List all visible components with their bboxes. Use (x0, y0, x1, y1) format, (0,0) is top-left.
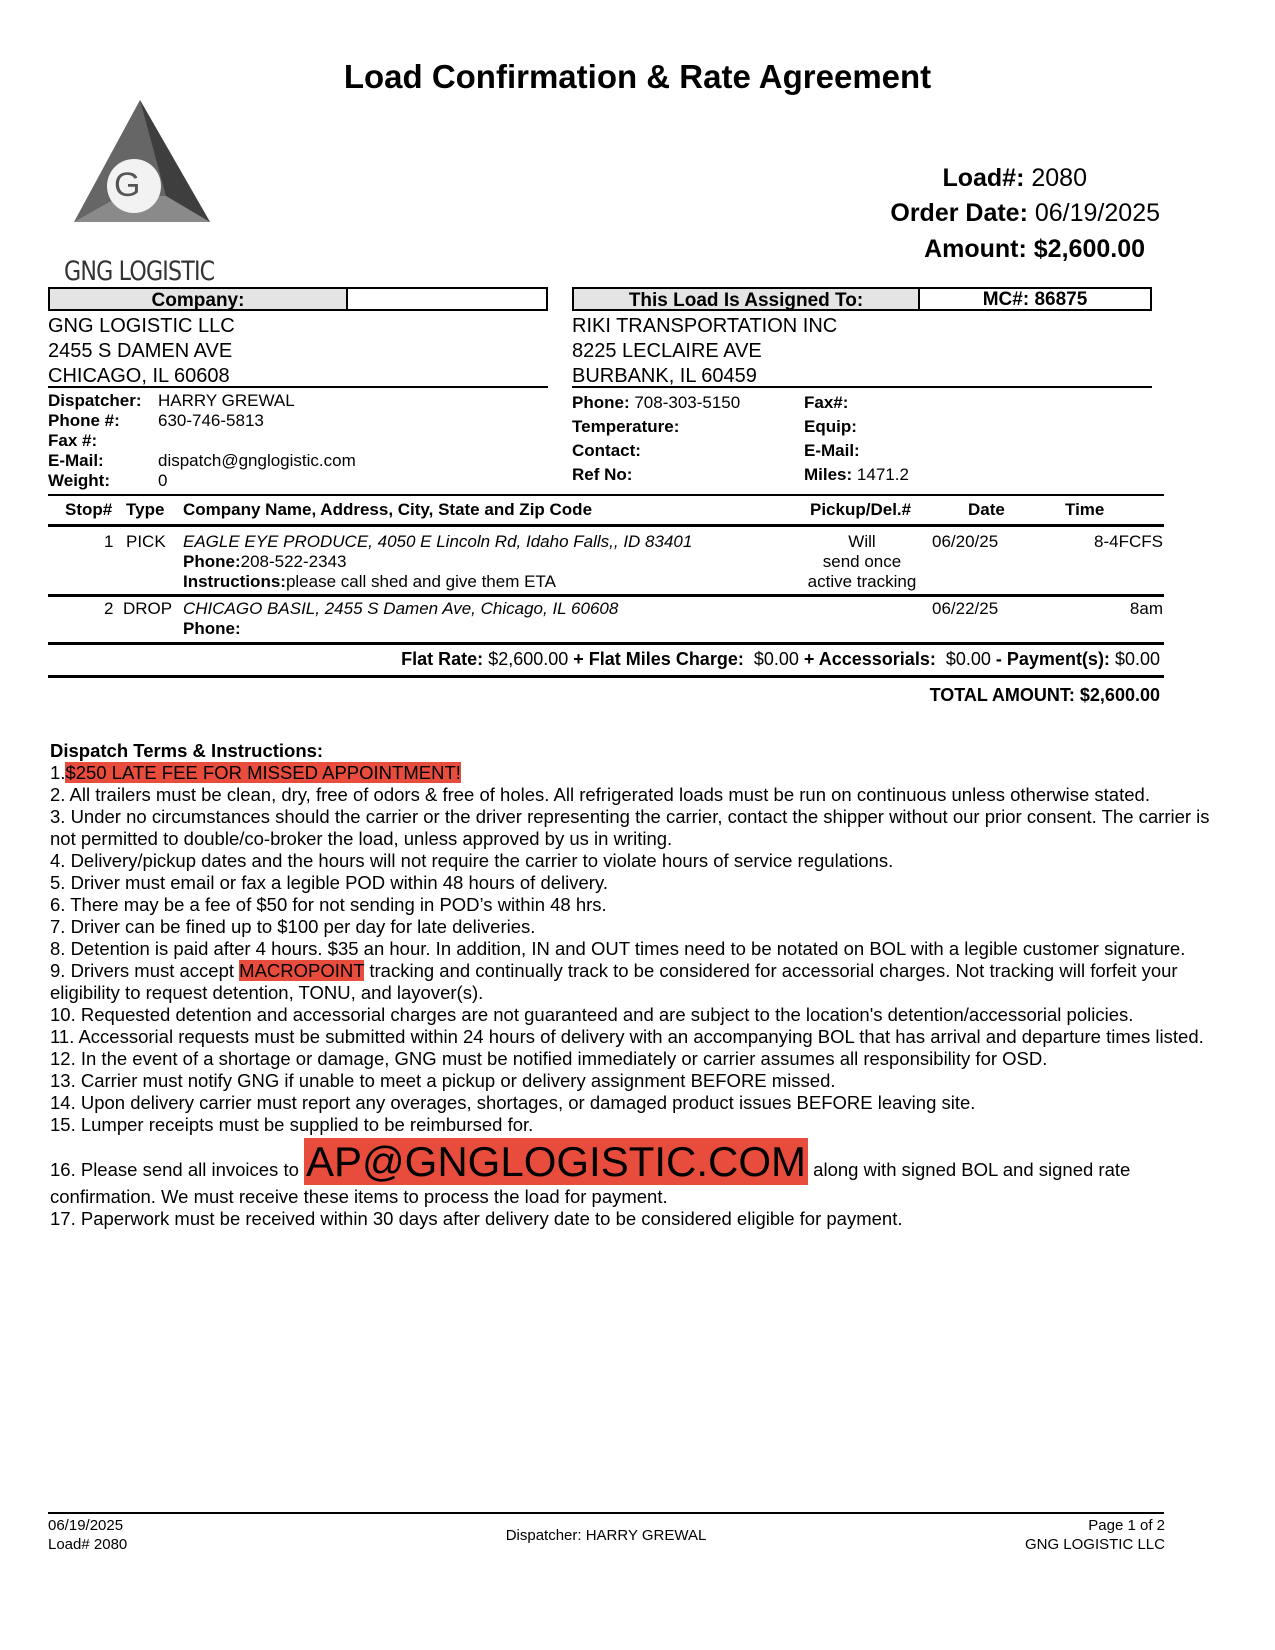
stop-phone: Phone:208-522-2343 (183, 552, 347, 571)
macropoint-highlight: MACROPOINT (239, 960, 365, 981)
term-item: 7. Driver can be fined up to $100 per day for late deliveries. (50, 916, 536, 937)
carrier-divider (572, 386, 1152, 388)
company-info: Dispatcher: HARRY GREWAL Phone #: 630-746-5813 Fax #: E-Mail: dispatch@gnglogistic.com Weight: 0 (48, 391, 356, 490)
term-item: 5. Driver must email or fax a legible POD within 48 hours of delivery. (50, 872, 608, 893)
company-city: CHICAGO, IL 60608 (48, 365, 230, 387)
carrier-address (572, 314, 837, 389)
carrier-street: 8225 LECLAIRE AVE (572, 340, 762, 362)
logo-letter: G (114, 166, 141, 204)
carrier-mc: MC#: 86875 (918, 287, 1152, 311)
company-header-blank (346, 287, 548, 311)
company-street: 2455 S DAMEN AVE (48, 340, 233, 362)
stop-time: 8am (1129, 599, 1163, 618)
term-item: 2. All trailers must be clean, dry, free of odors & free of holes. All refrigerated loads must be run on continuous unless otherwise stated. (50, 784, 1150, 805)
order-date: Order Date: 06/19/2025 (890, 199, 1160, 227)
term-item: 17. Paperwork must be received within 30 days after delivery date to be considered eligible for payment. (50, 1208, 903, 1229)
footer-company: GNG LOGISTIC LLC (1024, 1536, 1165, 1553)
company-name: GNG LOGISTIC LLC (48, 315, 235, 337)
logo-text: GNG LOGISTIC (64, 256, 215, 287)
footer-load: Load# 2080 (48, 1536, 128, 1553)
company-divider (48, 386, 548, 388)
term-item: 15. Lumper receipts must be supplied to be reimbursed for. (50, 1114, 534, 1135)
flat-rate: $2,600.00 (488, 649, 569, 669)
stop-address: CHICAGO BASIL, 2455 S Damen Ave, Chicago, IL 60608 (183, 599, 619, 618)
col-address: Company Name, Address, City, State and Zip Code (183, 500, 593, 519)
charges-bottom-rule (48, 675, 1164, 678)
dispatch-terms (50, 740, 1230, 1230)
term-item: 10. Requested detention and accessorial charges are not guaranteed and are subject to the location's detention/accessorial policies. (50, 1004, 1134, 1025)
term-item: 6. There may be a fee of $50 for not sending in POD’s within 48 hrs. (50, 894, 607, 915)
carrier-phone: 708-303-5150 (634, 393, 741, 412)
col-pickup: Pickup/Del.# (810, 500, 912, 519)
stop-type: DROP (123, 599, 173, 618)
term-item: 4. Delivery/pickup dates and the hours will not require the carrier to violate hours of service regulations. (50, 850, 894, 871)
late-fee-highlight: $250 LATE FEE FOR MISSED APPOINTMENT! (65, 762, 461, 783)
stop-type: PICK (126, 532, 166, 551)
carrier-miles: 1471.2 (856, 465, 909, 484)
term-item: 1.$250 LATE FEE FOR MISSED APPOINTMENT! (50, 762, 461, 783)
table-top-rule (48, 494, 1164, 496)
footer-dispatcher: Dispatcher: HARRY GREWAL (505, 1527, 707, 1544)
stop-address: EAGLE EYE PRODUCE, 4050 E Lincoln Rd, Idaho Falls,, ID 83401 (183, 532, 693, 551)
company-phone: 630-746-5813 (158, 411, 264, 430)
footer-right (1025, 1516, 1165, 1554)
row-divider (48, 594, 1164, 597)
stop-date: 06/22/25 (932, 599, 999, 618)
stop-time: 8-4FCFS (1094, 532, 1163, 551)
amount: Amount: $2,600.00 (924, 235, 1145, 263)
footer-date: 06/19/2025 (48, 1517, 124, 1534)
flat-miles-charge: $0.00 (753, 649, 799, 669)
term-item: 11. Accessorial requests must be submitted within 24 hours of delivery with an accompanying BOL that has arrival and departure times listed. (50, 1026, 1204, 1047)
stop-instructions: Instructions:please call shed and give them ETA (183, 572, 556, 591)
stop-pickup-number: Will send once active tracking (807, 532, 917, 591)
col-type: Type (126, 500, 165, 519)
carrier-info-right: Fax#: Equip: E-Mail: Miles: 1471.2 (804, 393, 909, 484)
term-item: 9. Drivers must accept MACROPOINT tracking and continually track to be considered for accessorial charges. Not tracking will forfeit your eligibility to request detention, TONU, and layover(s). (50, 960, 1178, 1003)
stop-date: 06/20/25 (932, 532, 999, 551)
term-item: 16. Please send all invoices to AP@GNGLOGISTIC.COM along with signed BOL and signed rate confirmation. We must receive these items to process the load for payment. (50, 1138, 1131, 1207)
col-date: Date (968, 500, 1005, 519)
weight-value: 0 (158, 471, 168, 490)
company-header: Company: (48, 287, 348, 311)
carrier-name: RIKI TRANSPORTATION INC (572, 315, 838, 337)
term-item: 3. Under no circumstances should the carrier or the driver representing the carrier, contact the shipper without our prior consent. The carrier is not permitted to double/co-broker the load, unless approved by us in writing. (50, 806, 1210, 849)
payments: $0.00 (1114, 649, 1160, 669)
document-title: Load Confirmation & Rate Agreement (343, 58, 932, 95)
total-amount: TOTAL AMOUNT: $2,600.00 (929, 685, 1160, 705)
footer-rule (48, 1512, 1164, 1514)
term-item: 12. In the event of a shortage or damage, GNG must be notified immediately or carrier assumes all responsibility for OSD. (50, 1048, 1048, 1069)
stop-number: 1 (104, 532, 114, 551)
company-address (48, 314, 235, 389)
table-header-rule (48, 524, 1164, 527)
charges-top-rule (48, 642, 1164, 645)
term-item: 14. Upon delivery carrier must report any overages, shortages, or damaged product issues BEFORE leaving site. (50, 1092, 976, 1113)
dispatcher-value: HARRY GREWAL (158, 391, 295, 410)
col-stop: Stop# (65, 500, 113, 519)
load-number: Load#: 2080 (942, 164, 1087, 192)
charges-line: Flat Rate: $2,600.00 + Flat Miles Charge: $0.00 + Accessorials: $0.00 - Payment(s): $0.00 (401, 649, 1160, 669)
term-item: 8. Detention is paid after 4 hours. $35 an hour. In addition, IN and OUT times need to be notated on BOL with a legible customer signature. (50, 938, 1186, 959)
invoice-email-link[interactable]: AP@GNGLOGISTIC.COM (306, 1138, 807, 1185)
carrier-city: BURBANK, IL 60459 (572, 365, 757, 387)
stop-phone: Phone: (183, 619, 241, 638)
stop-number: 2 (104, 599, 114, 618)
carrier-header: This Load Is Assigned To: (572, 287, 920, 311)
terms-heading: Dispatch Terms & Instructions: (50, 740, 324, 761)
term-item: 13. Carrier must notify GNG if unable to meet a pickup or delivery assignment BEFORE missed. (50, 1070, 836, 1091)
carrier-info-left: Phone: 708-303-5150 Temperature: Contact: Ref No: (572, 393, 741, 484)
company-email[interactable]: dispatch@gnglogistic.com (158, 451, 356, 470)
accessorials: $0.00 (945, 649, 991, 669)
footer-page: Page 1 of 2 (1088, 1517, 1165, 1534)
col-time: Time (1065, 500, 1105, 519)
